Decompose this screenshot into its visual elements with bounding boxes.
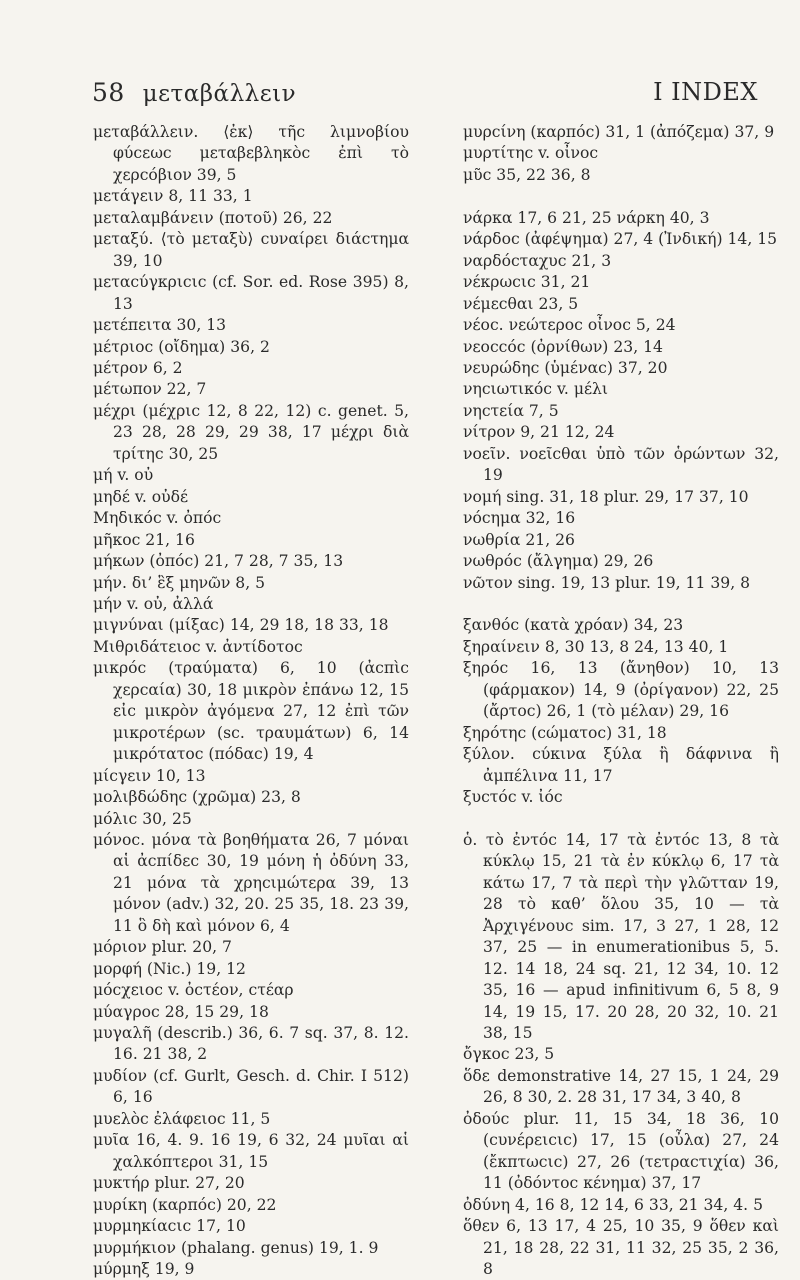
index-entry: νομή sing. 31, 18 plur. 29, 17 37, 10 [463, 487, 749, 506]
index-entry: μόϲχειοϲ v. ὀϲτέον, ϲτέαρ [93, 981, 294, 1000]
index-entry: ὅδε demonstrative 14, 27 15, 1 24, 29 26, 8 30, 2. 28 31, 17 34, 3 40, 8 [463, 1066, 779, 1107]
index-entry: νοεῖν. νοεῖϲθαι ὑπὸ τῶν ὁρώντων 32, 19 [463, 444, 779, 485]
letter-gap [463, 808, 779, 829]
index-entry: μολιβδώδηϲ (χρῶμα) 23, 8 [93, 788, 301, 807]
letter-gap [463, 186, 779, 207]
index-entry: Μιθριδάτειοϲ v. ἀντίδοτοϲ [93, 637, 303, 656]
index-entry: Μηδικόϲ v. ὀπόϲ [93, 509, 222, 528]
index-entry: μεταβάλλειν. ⟨ἐκ⟩ τῆϲ λιμνοβίου φύϲεωϲ μεταβεβληκὸϲ ἐπὶ τὸ χερϲόβιον 39, 5 [93, 123, 409, 184]
index-entry: μυρτίτηϲ v. οἶνοϲ [463, 144, 599, 163]
index-entry: μήκων (ὀπόϲ) 21, 7 28, 7 35, 13 [93, 552, 344, 571]
index-entry: ξανθόϲ (κατὰ χρόαν) 34, 23 [463, 616, 684, 635]
index-entry: μυῖα 16, 4. 9. 16 19, 6 32, 24 μυῖαι αἱ χαλκόπτεροι 31, 15 [93, 1131, 409, 1171]
index-entry: μέχρι (μέχριϲ 12, 8 22, 12) c. genet. 5, 23 28, 28 29, 29 38, 17 μέχρι διὰ τρίτηϲ 30, 25 [93, 401, 409, 463]
index-entry: μῦϲ 35, 22 36, 8 [463, 165, 591, 184]
index-column-left [93, 122, 409, 1280]
index-entry: μικρόϲ (τραύματα) 6, 10 (ἀϲπὶϲ χερϲαία) 30, 18 μικρὸν ἐπάνω 12, 15 εἰϲ μικρὸν ἀγόμενα 27, 12 ἐπὶ τῶν μικροτέρων (sc. τραυμάτων) 6, 14 μικρότατοϲ (πόδαϲ) 19, 4 [93, 659, 409, 764]
running-head-word: μεταβάλλειν [142, 81, 297, 107]
index-entry: μῆκοϲ 21, 16 [93, 530, 195, 549]
index-entry: μίϲγειν 10, 13 [93, 766, 206, 785]
index-entry: ξηρόϲ 16, 13 (ἄνηθον) 10, 13 (φάρμακον) 14, 9 (ὀρίγανον) 22, 25 (ἄρτοϲ) 26, 1 (τὸ μέλαν) 29, 16 [463, 659, 779, 721]
index-entry: νῶτον sing. 19, 13 plur. 19, 11 39, 8 [463, 573, 751, 592]
index-entry: μύαγροϲ 28, 15 29, 18 [93, 1002, 269, 1021]
index-entry: ὀδούϲ plur. 11, 15 34, 18 36, 10 (ϲυνέρειϲιϲ) 17, 15 (οὖλα) 27, 24 (ἔκπτωϲιϲ) 27, 26 (τετραϲτιχία) 36, 11 (ὀδόντοϲ κένημα) 37, 17 [463, 1109, 779, 1193]
index-entry: μετάγειν 8, 11 33, 1 [93, 187, 253, 206]
index-entry: μόριον plur. 20, 7 [93, 938, 232, 957]
index-entry: μόνοϲ. μόνα τὰ βοηθήματα 26, 7 μόναι αἱ ἀϲπίδεϲ 30, 19 μόνη ἡ ὀδύνη 33, 21 μόνα τὰ χρηϲιμώτερα 39, 13 μόνον (adv.) 32, 20. 25 35, 18. 23 39, 11 ὃ δὴ καὶ μόνον 6, 4 [93, 830, 409, 935]
letter-gap [463, 594, 779, 615]
index-entry: νίτρον 9, 21 12, 24 [463, 423, 615, 442]
index-entry: μέτριοϲ (οἴδημα) 36, 2 [93, 337, 270, 356]
index-entry: μυδίον (cf. Gurlt, Gesch. d. Chir. I 512) 6, 16 [93, 1066, 409, 1107]
index-entry: μεταλαμβάνειν (ποτοῦ) 26, 22 [93, 208, 333, 227]
index-entry: μυκτήρ plur. 27, 20 [93, 1174, 245, 1193]
index-entry: μορφή (Nic.) 19, 12 [93, 959, 246, 978]
index-entry: μύρμηξ 19, 9 [93, 1260, 195, 1279]
index-entry: νάρδοϲ (ἀφέψημα) 27, 4 (Ἰνδική) 14, 15 [463, 230, 778, 249]
index-entry: μηδέ v. οὐδέ [93, 487, 189, 506]
index-entry: νηϲιωτικόϲ v. μέλι [463, 380, 609, 399]
index-entry: μεταϲύγκριϲιϲ (cf. Sor. ed. Rose 395) 8, 13 [93, 273, 409, 313]
index-entry: νεοϲϲόϲ (ὀρνίθων) 23, 14 [463, 337, 663, 356]
index-entry: μέτωπον 22, 7 [93, 380, 207, 399]
index-entry: νηϲτεία 7, 5 [463, 401, 559, 420]
index-entry: νέοϲ. νεώτεροϲ οἶνοϲ 5, 24 [463, 316, 676, 335]
index-entry: ὅθεν 6, 13 17, 4 25, 10 35, 9 ὅθεν καὶ 21, 18 28, 22 31, 11 32, 25 35, 2 36, 8 [463, 1217, 779, 1278]
index-entry: νέμεϲθαι 23, 5 [463, 294, 579, 313]
index-entry: νωθρία 21, 26 [463, 530, 575, 549]
page-number: 58 [92, 78, 125, 107]
index-entry: ὄγκοϲ 23, 5 [463, 1045, 555, 1064]
index-entry: μετέπειτα 30, 13 [93, 316, 227, 335]
index-entry: μιγνύναι (μίξαϲ) 14, 29 18, 18 33, 18 [93, 616, 389, 635]
index-entry: μυρίκη (καρπόϲ) 20, 22 [93, 1195, 277, 1214]
index-entry: ξυϲτόϲ v. ἰόϲ [463, 788, 563, 807]
index-column-right [463, 122, 779, 1280]
running-header [92, 78, 296, 107]
index-entry: ὁ. τὸ ἐντόϲ 14, 17 τὰ ἐντόϲ 13, 8 τὰ κύκλῳ 15, 21 τὰ ἐν κύκλῳ 6, 17 τὰ κάτω 17, 7 τὰ περὶ τὴν γλῶτταν 19, 28 τὸ καθ’ ὅλου 35, 10 — τὰ Ἀρχιγένουϲ sim. 17, 3 27, 1 28, 12 37, 25 — in enumerationibus 5, 5. 12. 14 18, 24 sq. 21, 12 34, 10. 12 35, 16 — apud infinitivum 6, 5 8, 9 14, 19 15, 17. 20 28, 20 32, 10. 21 38, 15 [463, 830, 779, 1042]
section-title: I INDEX [653, 78, 758, 106]
index-entry: ξύλον. ϲύκινα ξύλα ἢ δάφνινα ἢ ἀμπέλινα 11, 17 [463, 745, 779, 785]
index-entry: μυελὸϲ ἐλάφειοϲ 11, 5 [93, 1109, 271, 1128]
index-entry: ξηρότηϲ (ϲώματοϲ) 31, 18 [463, 723, 667, 742]
index-entry: νάρκα 17, 6 21, 25 νάρκη 40, 3 [463, 208, 710, 227]
index-entry: ξηραίνειν 8, 30 13, 8 24, 13 40, 1 [463, 637, 729, 656]
index-entry: νωθρόϲ (ἄλγημα) 29, 26 [463, 552, 654, 571]
index-entry: ναρδόϲταχυϲ 21, 3 [463, 251, 612, 270]
index-entry: νέκρωϲιϲ 31, 21 [463, 273, 591, 292]
index-entry: μήν. δι’ ἓξ μηνῶν 8, 5 [93, 573, 266, 592]
index-entry: νόϲημα 32, 16 [463, 509, 576, 528]
index-entry: μυρμήκιον (phalang. genus) 19, 1. 9 [93, 1238, 379, 1257]
index-entry: μυγαλῆ (describ.) 36, 6. 7 sq. 37, 8. 12. 16. 21 38, 2 [93, 1024, 409, 1064]
index-entry: μεταξύ. ⟨τὸ μεταξὺ⟩ ϲυναίρει διάϲτημα 39, 10 [93, 230, 409, 270]
index-entry: μυρϲίνη (καρπόϲ) 31, 1 (ἀπόζεμα) 37, 9 [463, 123, 775, 141]
index-entry: μέτρον 6, 2 [93, 358, 183, 377]
index-entry: ὀδύνη 4, 16 8, 12 14, 6 33, 21 34, 4. 5 [463, 1195, 764, 1214]
index-entry: μυρμηκίαϲιϲ 17, 10 [93, 1217, 246, 1236]
index-entry: μή v. οὐ [93, 466, 154, 485]
index-entry: νευρώδηϲ (ὑμέναϲ) 37, 20 [463, 358, 668, 377]
index-entry: μόλιϲ 30, 25 [93, 809, 192, 828]
index-entry: μήν v. οὐ, ἀλλά [93, 594, 214, 613]
